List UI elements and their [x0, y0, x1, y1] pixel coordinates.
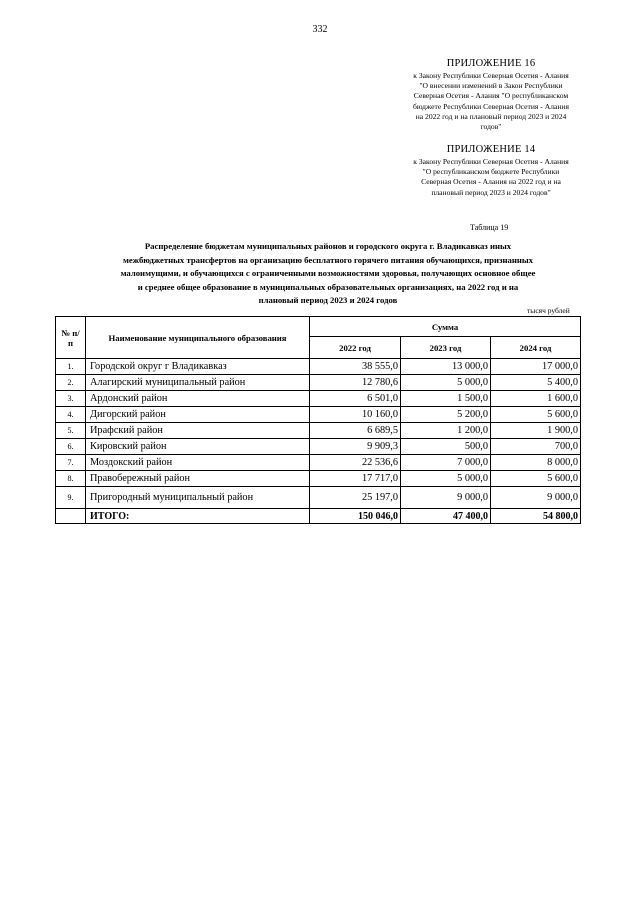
appendix-16-line: бюджете Республики Северная Осетия - Алания	[413, 101, 569, 111]
municipality-name: Кировский район	[86, 439, 310, 455]
value-2023: 1 500,0	[401, 391, 491, 407]
value-2023: 1 200,0	[401, 423, 491, 439]
value-2024: 5 600,0	[491, 407, 581, 423]
value-2023: 500,0	[401, 439, 491, 455]
header-sum: Сумма	[310, 317, 581, 337]
header-name: Наименование муниципального образования	[86, 317, 310, 359]
budget-table	[55, 316, 581, 524]
municipality-name: Городской округ г Владикавказ	[86, 359, 310, 375]
value-2024: 8 000,0	[491, 455, 581, 471]
value-2023: 5 000,0	[401, 471, 491, 487]
row-number: 8.	[56, 471, 86, 487]
row-number: 1.	[56, 359, 86, 375]
value-2023: 7 000,0	[401, 455, 491, 471]
total-2024: 54 800,0	[491, 509, 581, 524]
row-number: 9.	[56, 487, 86, 509]
row-number: 7.	[56, 455, 86, 471]
header-year-2023: 2023 год	[401, 337, 491, 359]
value-2022: 6 501,0	[310, 391, 401, 407]
appendix-14-heading: ПРИЛОЖЕНИЕ 14	[446, 144, 536, 155]
value-2022: 22 536,6	[310, 455, 401, 471]
total-number-cell	[56, 509, 86, 524]
total-2023: 47 400,0	[401, 509, 491, 524]
value-2024: 700,0	[491, 439, 581, 455]
value-2022: 17 717,0	[310, 471, 401, 487]
table-row	[56, 455, 581, 471]
appendix-16-heading: ПРИЛОЖЕНИЕ 16	[446, 58, 536, 69]
value-2022: 12 780,6	[310, 375, 401, 391]
municipality-name: Моздокский район	[86, 455, 310, 471]
table-row	[56, 439, 581, 455]
table-row	[56, 391, 581, 407]
value-2024: 1 900,0	[491, 423, 581, 439]
value-2022: 38 555,0	[310, 359, 401, 375]
table-row	[56, 471, 581, 487]
header-year-2024: 2024 год	[491, 337, 581, 359]
total-label: ИТОГО:	[86, 509, 310, 524]
appendix-16-line: к Закону Республики Северная Осетия - Алания	[413, 71, 569, 80]
header-num: № п/п	[56, 317, 86, 359]
units-label: тысяч рублей	[527, 306, 570, 315]
value-2024: 5 400,0	[491, 375, 581, 391]
table-row	[56, 375, 581, 391]
header-year-2022: 2022 год	[310, 337, 401, 359]
table-row	[56, 407, 581, 423]
appendix-14-line: плановый период 2023 и 2024 годов"	[431, 187, 551, 197]
document-title: Распределение бюджетам муниципальных районов и городского округа г. Владикавказ иных межбюджетных трансфертов на организацию бесплатного горячего питания обучающихся, признанных малоимущими, и обучающихся с ограниченными возможностями здоровья, получающих основное общее и среднее общее образование в муниципальных образовательных организациях, на 2022 год и на плановый период 2023 и 2024 годов	[120, 241, 536, 306]
appendix-16-line: годов"	[480, 122, 502, 132]
row-number: 3.	[56, 391, 86, 407]
page-number: 332	[312, 24, 328, 35]
value-2023: 9 000,0	[401, 487, 491, 509]
value-2022: 6 689,5	[310, 423, 401, 439]
appendix-14-block	[394, 143, 588, 198]
appendix-16-line: Северная Осетия - Алания "О республиканском	[413, 91, 569, 101]
row-number: 4.	[56, 407, 86, 423]
row-number: 6.	[56, 439, 86, 455]
value-2024: 1 600,0	[491, 391, 581, 407]
value-2023: 13 000,0	[401, 359, 491, 375]
appendix-16-line: "О внесении изменений в Закон Республики	[419, 81, 563, 91]
appendix-14-line: к Закону Республики Северная Осетия - Алания	[413, 157, 569, 166]
table-total-row	[56, 509, 581, 524]
appendix-16-line: на 2022 год и на плановый период 2023 и 2024	[415, 111, 567, 121]
value-2024: 17 000,0	[491, 359, 581, 375]
table-row	[56, 359, 581, 375]
appendix-14-line: "О республиканском бюджете Республики	[422, 167, 560, 177]
municipality-name: Дигорский район	[86, 407, 310, 423]
municipality-name: Правобережный район	[86, 471, 310, 487]
municipality-name: Алагирский муниципальный район	[86, 375, 310, 391]
table-number: Таблица 19	[470, 223, 509, 232]
value-2022: 9 909,3	[310, 439, 401, 455]
value-2023: 5 200,0	[401, 407, 491, 423]
table-row	[56, 487, 581, 509]
appendix-14-line: Северная Осетия - Алания на 2022 год и на	[421, 177, 561, 187]
value-2022: 25 197,0	[310, 487, 401, 509]
table-header-row	[56, 317, 581, 337]
row-number: 5.	[56, 423, 86, 439]
municipality-name: Пригородный муниципальный район	[86, 487, 310, 509]
total-2022: 150 046,0	[310, 509, 401, 524]
table-row	[56, 423, 581, 439]
value-2024: 9 000,0	[491, 487, 581, 509]
appendix-16-block	[394, 57, 588, 132]
municipality-name: Ирафский район	[86, 423, 310, 439]
municipality-name: Ардонский район	[86, 391, 310, 407]
value-2022: 10 160,0	[310, 407, 401, 423]
value-2024: 5 600,0	[491, 471, 581, 487]
row-number: 2.	[56, 375, 86, 391]
value-2023: 5 000,0	[401, 375, 491, 391]
